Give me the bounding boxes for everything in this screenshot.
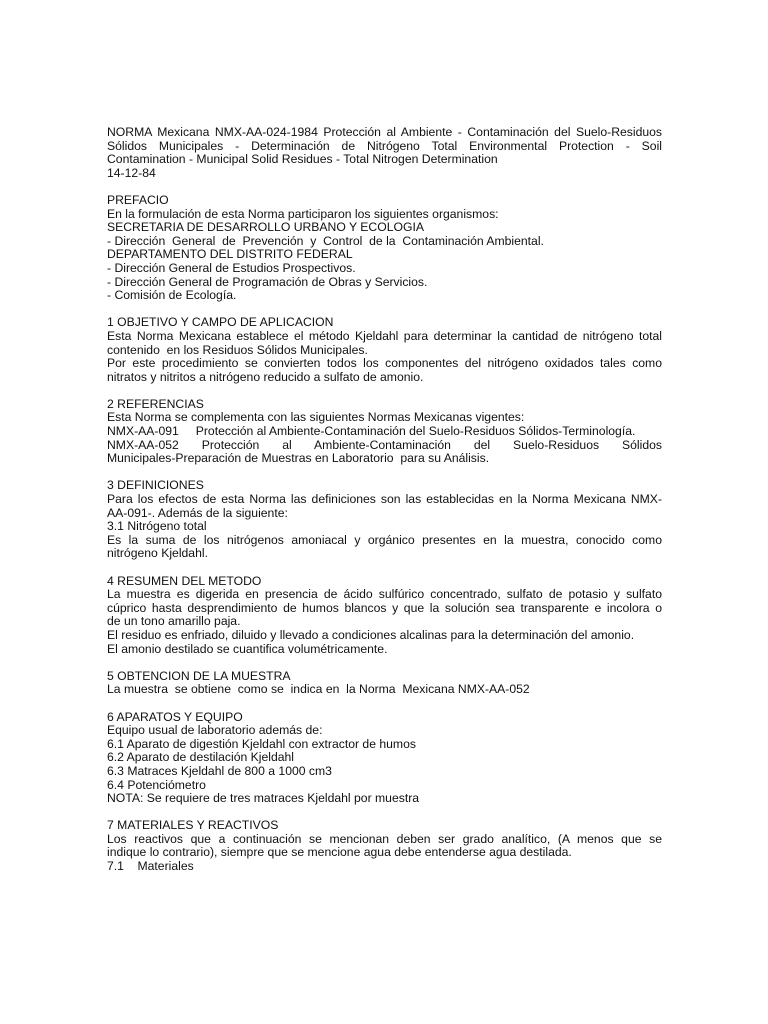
text-line: PREFACIO [107, 192, 169, 207]
section-prefacio [107, 194, 662, 303]
text-line: 6.4 Potenciómetro [107, 777, 206, 792]
text-line: - Dirección General de Programación de Obras y Servicios. [107, 274, 428, 289]
text-line: 4 RESUMEN DEL METODO [107, 573, 262, 588]
text-line: nitratos y nitritos a nitrógeno reducido a sulfato de amonio. [107, 369, 424, 384]
text-line: La muestra se obtiene como se indica en la Norma Mexicana NMX-AA-052 [107, 682, 530, 697]
text-line: Esta Norma Mexicana establece el método Kjeldahl para determinar la cantidad de nitrógeno total [107, 328, 662, 343]
section-definiciones [107, 479, 662, 561]
document-page [107, 126, 662, 887]
text-line: La muestra es digerida en presencia de ácido sulfúrico concentrado, sulfato de potasio y sulfato [107, 587, 662, 602]
text-line: Contamination - Municipal Solid Residues - Total Nitrogen Determination [107, 152, 498, 167]
text-line: Por este procedimiento se convierten todos los componentes del nitrógeno oxidados tales como [107, 356, 662, 371]
text-line: 6.3 Matraces Kjeldahl de 800 a 1000 cm3 [107, 763, 332, 778]
text-line: El residuo es enfriado, diluido y llevado a condiciones alcalinas para la determinación del amonio. [107, 627, 635, 642]
text-line: de un tono amarillo paja. [107, 614, 241, 629]
text-line: 7.1 Materiales [107, 859, 194, 874]
section-resumen [107, 575, 662, 657]
text-line: AA-091-. Además de la siguiente: [107, 505, 288, 520]
section-aparatos [107, 711, 662, 806]
section-header [107, 126, 662, 180]
text-line: - Dirección General de Prevención y Control de la Contaminación Ambiental. [107, 233, 544, 248]
text-line: NMX-AA-091 Protección al Ambiente-Contaminación del Suelo-Residuos Sólidos-Terminología. [107, 424, 636, 439]
text-line: nitrógeno Kjeldahl. [107, 546, 208, 561]
text-line: 1 OBJETIVO Y CAMPO DE APLICACION [107, 315, 334, 330]
text-line: Municipales-Preparación de Muestras en Laboratorio para su Análisis. [107, 451, 490, 466]
section-materiales [107, 819, 662, 873]
text-line: cúprico hasta desprendimiento de humos blancos y que la solución sea transparente e incolora o [107, 600, 662, 615]
text-line: NORMA Mexicana NMX-AA-024-1984 Protección al Ambiente - Contaminación del Suelo-Residuos [107, 125, 662, 139]
text-line: Es la suma de los nitrógenos amoniacal y orgánico presentes en la muestra, conocido como [107, 532, 662, 547]
text-line: El amonio destilado se cuantifica volumétricamente. [107, 641, 388, 656]
section-obtencion [107, 670, 662, 697]
text-line: SECRETARIA DE DESARROLLO URBANO Y ECOLOGIA [107, 220, 424, 235]
text-line: NMX-AA-052 Protección al Ambiente-Contaminación del Suelo-Residuos Sólidos [107, 437, 662, 452]
section-objetivo [107, 316, 662, 384]
text-line: 6 APARATOS Y EQUIPO [107, 709, 243, 724]
text-line: 7 MATERIALES Y REACTIVOS [107, 818, 279, 833]
text-line: DEPARTAMENTO DEL DISTRITO FEDERAL [107, 247, 353, 262]
text-line: 14-12-84 [107, 165, 156, 180]
text-line: - Comisión de Ecología. [107, 288, 237, 303]
text-line: Los reactivos que a continuación se mencionan deben ser grado analítico, (A menos que se [107, 831, 662, 846]
text-line: Equipo usual de laboratorio además de: [107, 723, 323, 738]
text-line: indique lo contrario), siempre que se mencione agua debe entenderse agua destilada. [107, 845, 572, 860]
text-line: Esta Norma se complementa con las siguientes Normas Mexicanas vigentes: [107, 410, 525, 425]
text-line: Para los efectos de esta Norma las definiciones son las establecidas en la Norma Mexicana NMX- [107, 492, 662, 507]
text-line: contenido en los Residuos Sólidos Municipales. [107, 342, 368, 357]
text-line: Sólidos Municipales - Determinación de Nitrógeno Total Environmental Protection - Soil [107, 138, 662, 153]
section-referencias [107, 398, 662, 466]
text-line: 6.2 Aparato de destilación Kjeldahl [107, 750, 295, 765]
text-line: 3 DEFINICIONES [107, 478, 204, 493]
text-line: 6.1 Aparato de digestión Kjeldahl con extractor de humos [107, 736, 416, 751]
text-line: 5 OBTENCION DE LA MUESTRA [107, 668, 291, 683]
text-line: - Dirección General de Estudios Prospectivos. [107, 260, 356, 275]
text-line: 3.1 Nitrógeno total [107, 519, 207, 534]
text-line: En la formulación de esta Norma participaron los siguientes organismos: [107, 206, 499, 221]
text-line: NOTA: Se requiere de tres matraces Kjeldahl por muestra [107, 791, 420, 806]
text-line: 2 REFERENCIAS [107, 396, 204, 411]
